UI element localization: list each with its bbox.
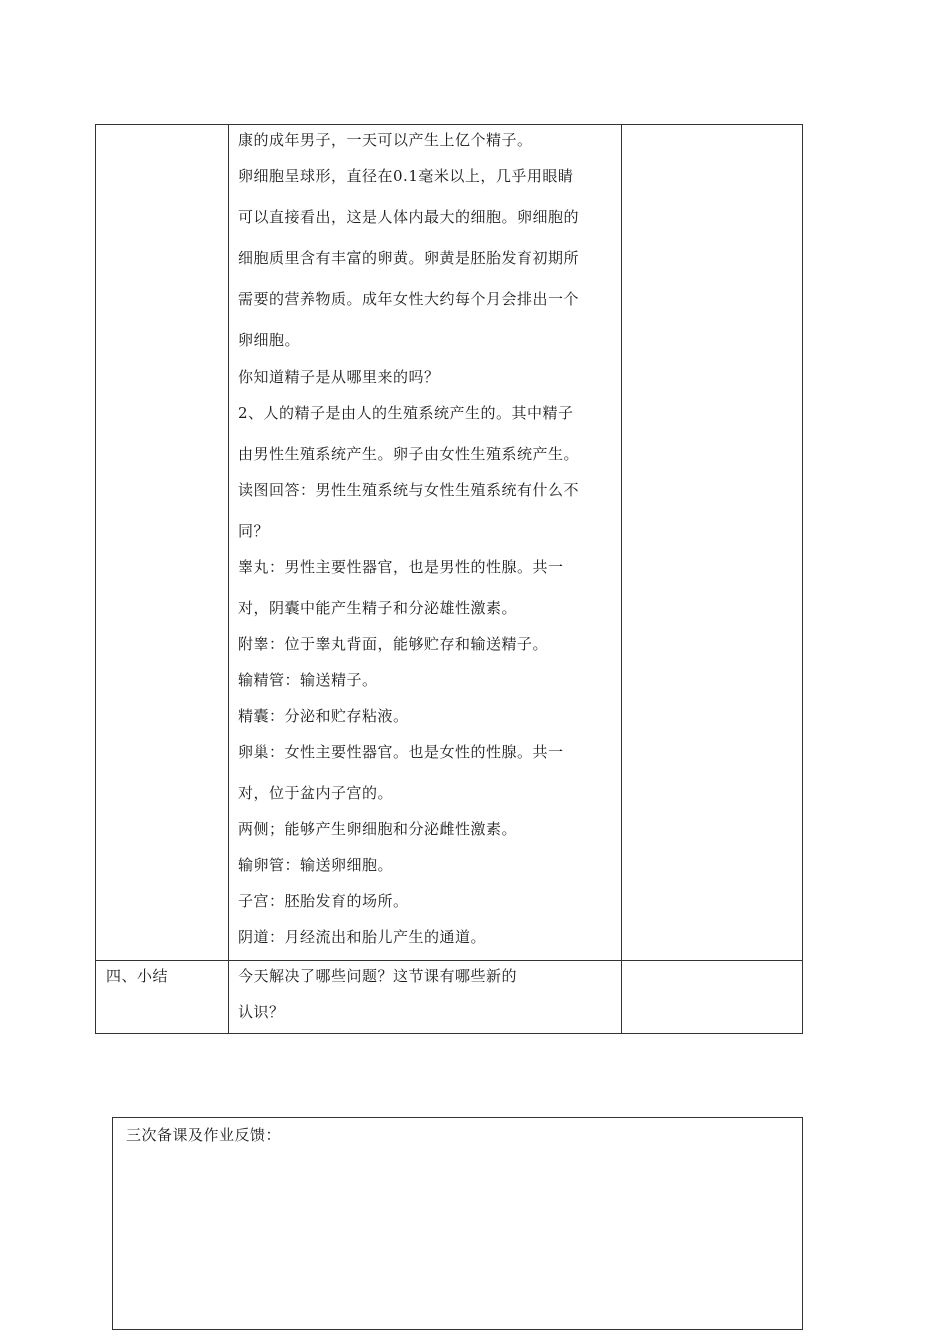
content-line: 可以直接看出，这是人体内最大的细胞。卵细胞的 [238, 208, 580, 226]
content-line: 输卵管：输送卵细胞。 [238, 856, 394, 874]
content-line: 卵巢：女性主要性器官。也是女性的性腺。共一 [238, 743, 564, 761]
content-line: 读图回答：男性生殖系统与女性生殖系统有什么不 [238, 481, 580, 499]
content-line: 输精管：输送精子。 [238, 671, 378, 689]
summary-section-label: 四、小结 [106, 967, 169, 985]
row-divider [96, 960, 802, 961]
content-line: 需要的营养物质。成年女性大约每个月会排出一个 [238, 290, 580, 308]
content-line: 对，位于盆内子宫的。 [238, 784, 394, 802]
content-line: 同？ [238, 522, 270, 540]
column-divider-right [621, 125, 622, 1033]
content-line: 2、人的精子是由人的生殖系统产生的。其中精子 [238, 404, 574, 422]
content-line: 你知道精子是从哪里来的吗？ [238, 368, 440, 386]
content-line: 精囊：分泌和贮存粘液。 [238, 707, 409, 725]
content-line: 对，阴囊中能产生精子和分泌雄性激素。 [238, 599, 518, 617]
content-line: 康的成年男子，一天可以产生上亿个精子。 [238, 131, 533, 149]
content-line: 两侧；能够产生卵细胞和分泌雌性激素。 [238, 820, 518, 838]
lesson-table [95, 124, 803, 1034]
content-line: 子宫：胚胎发育的场所。 [238, 892, 409, 910]
content-line: 阴道：月经流出和胎儿产生的通道。 [238, 928, 487, 946]
column-divider-left [228, 125, 229, 1033]
content-line: 卵细胞。 [238, 331, 301, 349]
content-line: 卵细胞呈球形，直径在0.1毫米以上，几乎用眼睛 [238, 167, 574, 185]
content-line: 附睾：位于睾丸背面，能够贮存和输送精子。 [238, 635, 549, 653]
summary-line: 认识？ [238, 1003, 285, 1021]
summary-line: 今天解决了哪些问题？这节课有哪些新的 [238, 967, 518, 985]
feedback-box [112, 1117, 803, 1330]
content-line: 由男性生殖系统产生。卵子由女性生殖系统产生。 [238, 445, 580, 463]
feedback-label: 三次备课及作业反馈： [126, 1126, 282, 1144]
content-line: 睾丸：男性主要性器官，也是男性的性腺。共一 [238, 558, 564, 576]
content-line: 细胞质里含有丰富的卵黄。卵黄是胚胎发育初期所 [238, 249, 580, 267]
